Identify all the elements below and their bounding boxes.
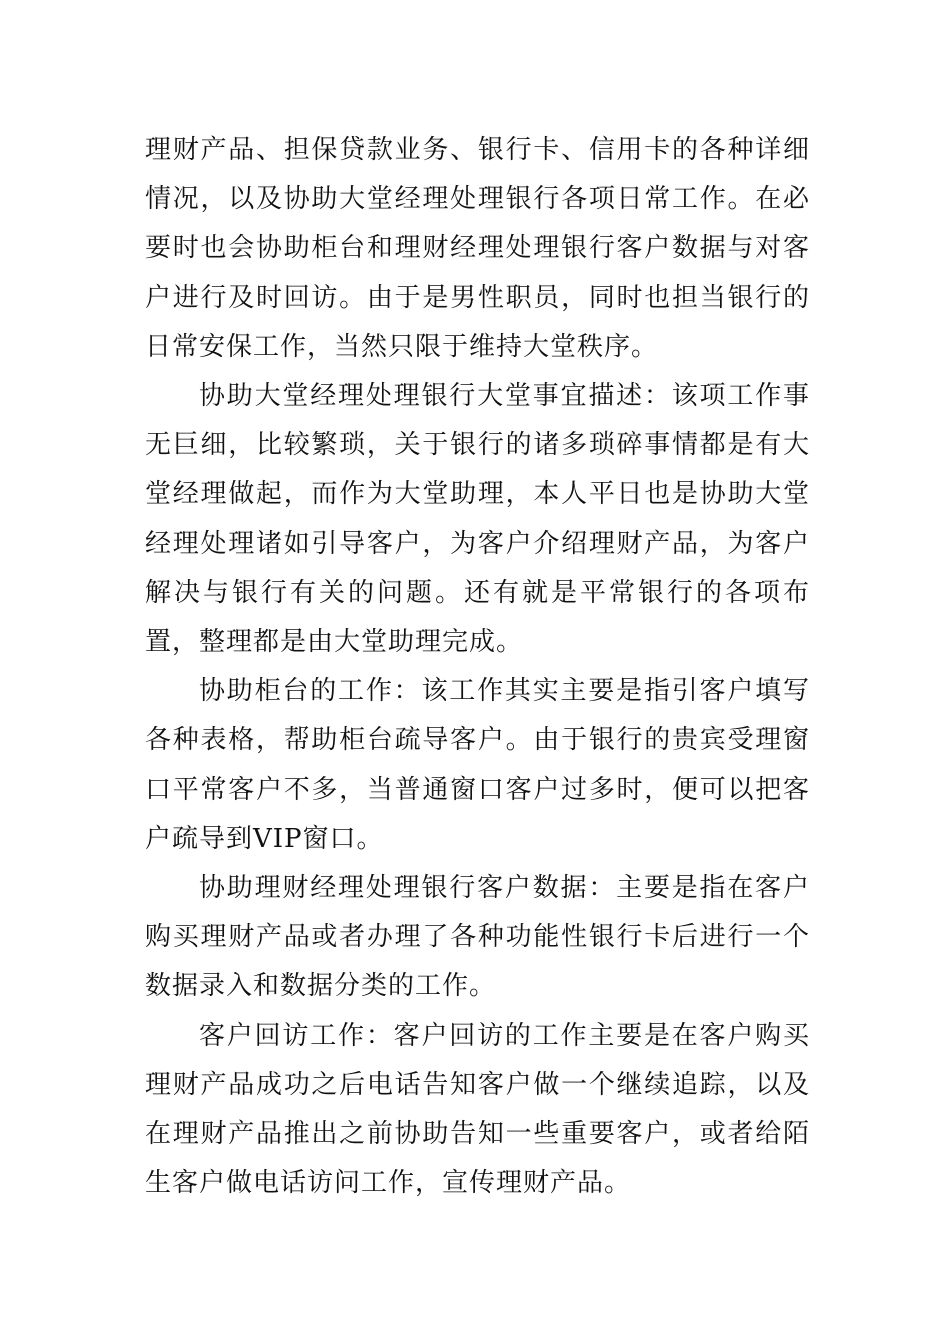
paragraph-lobby-affairs: 协助大堂经理处理银行大堂事宜描述：该项工作事无巨细，比较繁琐，关于银行的诸多琐碎事情都是有大堂经理做起，而作为大堂助理，本人平日也是协助大堂经理处理诸如引导客户，为客户介绍理财产品，为客户解决与银行有关的问题。还有就是平常银行的各项布置，整理都是由大堂助理完成。 (145, 381, 810, 658)
paragraph-counter-work: 协助柜台的工作：该工作其实主要是指引客户填写各种表格，帮助柜台疏导客户。由于银行的贵宾受理窗口平常客户不多，当普通窗口客户过多时，便可以把客户疏导到VIP窗口。 (145, 676, 810, 854)
paragraph-customer-data: 协助理财经理处理银行客户数据：主要是指在客户购买理财产品或者办理了各种功能性银行卡后进行一个数据录入和数据分类的工作。 (145, 873, 810, 1002)
paragraph-customer-followup: 客户回访工作：客户回访的工作主要是在客户购买理财产品成功之后电话告知客户做一个继续追踪，以及在理财产品推出之前协助告知一些重要客户，或者给陌生客户做电话访问工作，宣传理财产品。 (145, 1020, 810, 1199)
paragraph-continuation: 理财产品、担保贷款业务、银行卡、信用卡的各种详细情况，以及协助大堂经理处理银行各项日常工作。在必要时也会协助柜台和理财经理处理银行客户数据与对客户进行及时回访。由于是男性职员，同时也担当银行的日常安保工作，当然只限于维持大堂秩序。 (145, 135, 810, 362)
document-body (145, 126, 810, 1208)
